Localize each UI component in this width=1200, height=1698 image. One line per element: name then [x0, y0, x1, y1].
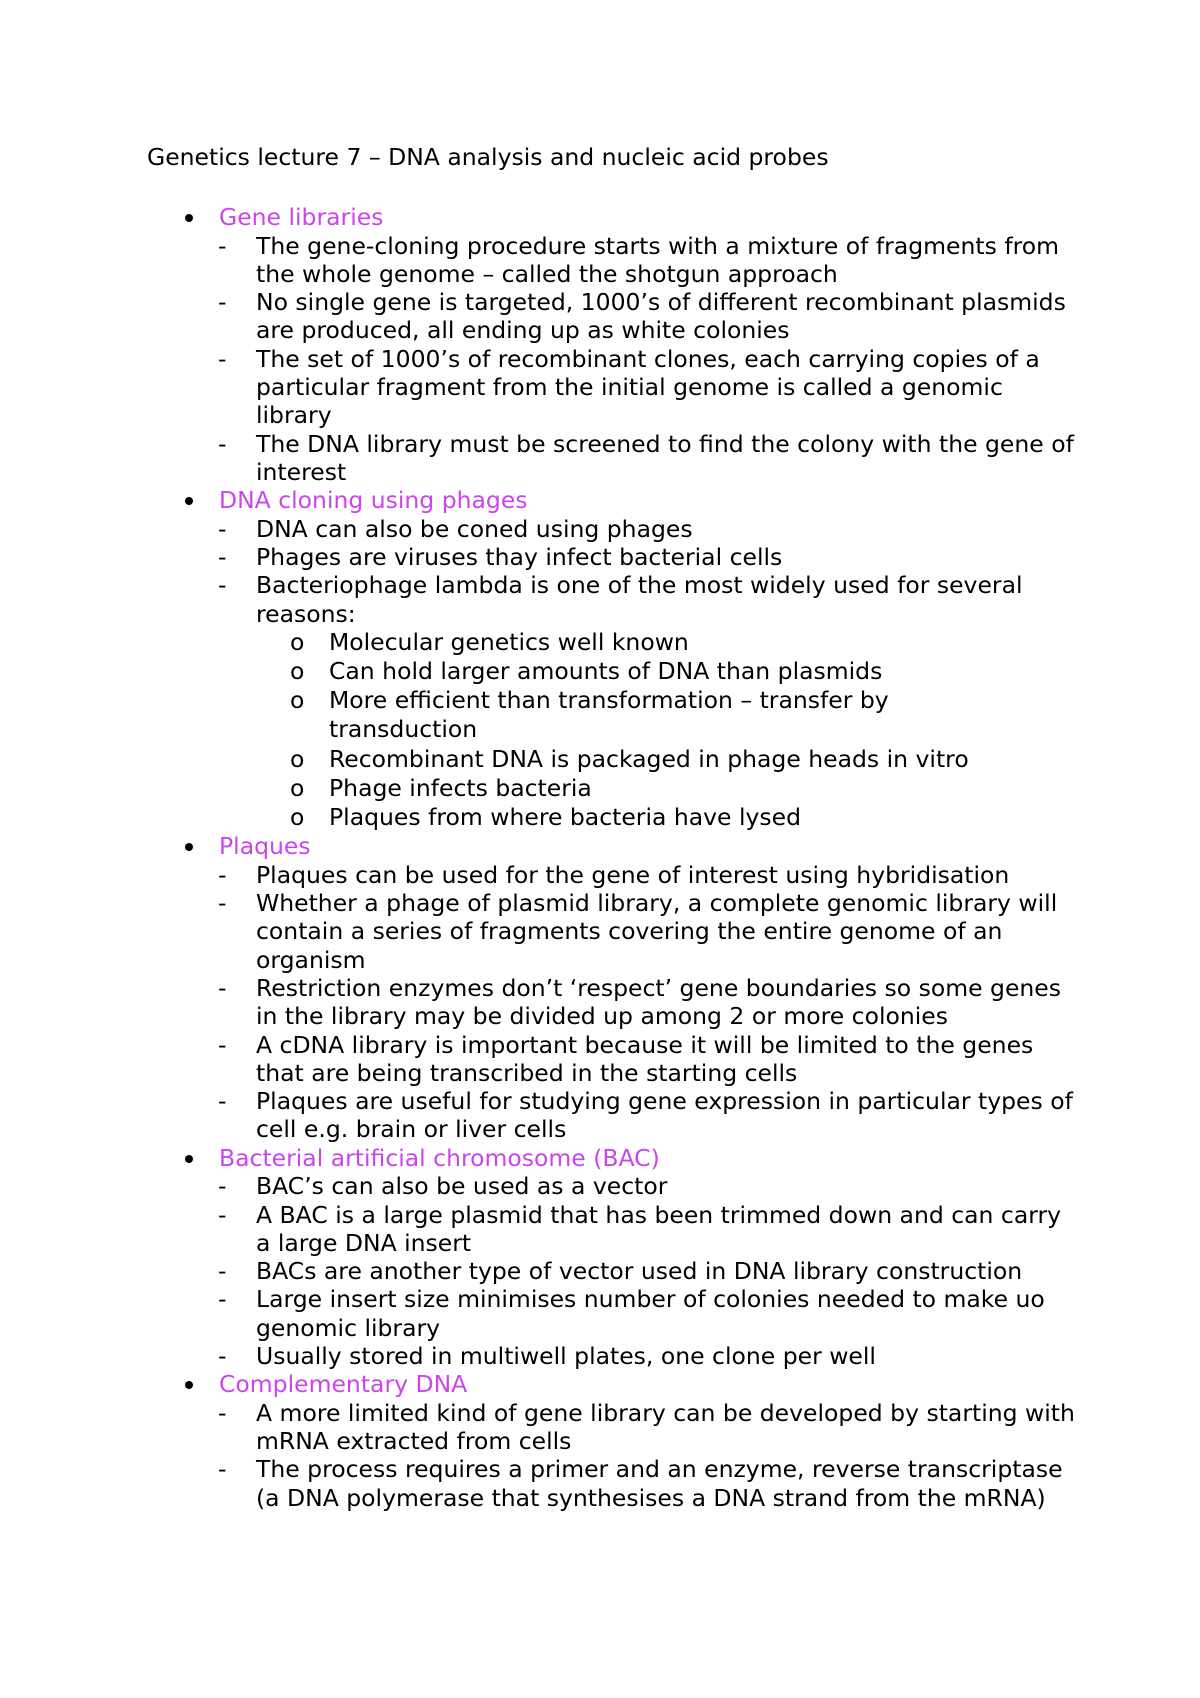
list-item-text: Plaques can be used for the gene of interest using hybridisation [256, 860, 1010, 889]
dash-bullet-icon: - [218, 1172, 227, 1201]
list-item-text: Plaques are useful for studying gene expression in particular types of cell e.g. brain or liver cells [256, 1087, 1073, 1144]
section-heading: DNA cloning using phages [219, 486, 528, 515]
section-heading-row [0, 203, 1200, 232]
list-item [0, 889, 1076, 974]
list-item [0, 543, 1076, 571]
list-item [0, 1257, 1076, 1285]
list-item-text: No single gene is targeted, 1000’s of different recombinant plasmids are produced, all ending up as white colonies [256, 288, 1066, 345]
bullet-dot-icon [185, 1155, 193, 1163]
sub-list [0, 628, 1200, 832]
dash-bullet-icon: - [218, 1398, 227, 1427]
sub-list-item-text: More efficient than transformation – transfer by transduction [329, 686, 889, 744]
sub-list-item [0, 628, 1029, 657]
dash-bullet-icon: - [218, 542, 227, 571]
section [0, 1144, 1200, 1371]
section-heading: Bacterial artificial chromosome (BAC) [219, 1143, 660, 1172]
dash-bullet-icon: - [218, 1087, 227, 1116]
list-item [0, 288, 1076, 345]
list-item [0, 345, 1076, 430]
dash-bullet-icon: - [218, 231, 227, 260]
section [0, 203, 1200, 486]
list-item-text: DNA can also be coned using phages [256, 514, 693, 543]
dash-bullet-icon: - [218, 1257, 227, 1286]
section-heading: Plaques [219, 832, 311, 861]
circle-bullet-icon: o [290, 803, 305, 832]
sub-list-item-text: Can hold larger amounts of DNA than plasmids [329, 657, 883, 686]
circle-bullet-icon: o [290, 744, 305, 773]
sub-list-item [0, 774, 1029, 803]
list-item-text: Restriction enzymes don’t ‘respect’ gene boundaries so some genes in the library may be divided up among 2 or more colonies [256, 973, 1062, 1031]
circle-bullet-icon: o [290, 627, 305, 656]
notes-content [0, 203, 1200, 1512]
bullet-dot-icon [185, 1381, 193, 1389]
dash-bullet-icon: - [218, 1342, 227, 1371]
sub-list-item-text: Plaques from where bacteria have lysed [329, 803, 802, 832]
list-item [0, 1342, 1076, 1370]
list-item [0, 1399, 1076, 1456]
section-heading-row [0, 1370, 1200, 1399]
circle-bullet-icon: o [290, 657, 305, 686]
section-heading-row [0, 832, 1200, 861]
section [0, 832, 1200, 1143]
list-item [0, 1455, 1076, 1512]
circle-bullet-icon: o [290, 773, 305, 802]
dash-bullet-icon: - [218, 1200, 227, 1229]
dash-bullet-icon: - [218, 1285, 227, 1314]
bullet-dot-icon [185, 497, 193, 505]
dash-bullet-icon: - [218, 973, 227, 1002]
dash-bullet-icon: - [218, 429, 227, 458]
sub-list-item [0, 745, 1029, 774]
list-item [0, 1285, 1076, 1342]
list-item [0, 232, 1076, 289]
list-item-text: A BAC is a large plasmid that has been trimmed down and can carry a large DNA insert [256, 1200, 1062, 1257]
list-item [0, 515, 1076, 543]
list-item [0, 1031, 1076, 1088]
list-item-text: Usually stored in multiwell plates, one clone per well [256, 1342, 876, 1371]
list-item-text: The DNA library must be screened to find the colony with the gene of interest [256, 429, 1074, 486]
list-item-text: BACs are another type of vector used in DNA library construction [256, 1257, 1023, 1286]
section-heading-row [0, 1144, 1200, 1173]
list-item [0, 1201, 1076, 1258]
bullet-dot-icon [185, 214, 193, 222]
sub-list-item [0, 686, 1029, 744]
list-item-text: Whether a phage of plasmid library, a complete genomic library will contain a series of fragments covering the entire genome of an organism [256, 889, 1058, 974]
list-item [0, 974, 1076, 1031]
list-item-text: The set of 1000’s of recombinant clones, each carrying copies of a particular fragment from the initial genome is called a genomic library [256, 344, 1040, 430]
section [0, 1370, 1200, 1512]
list-item-text: The gene-cloning procedure starts with a mixture of fragments from the whole genome – called the shotgun approach [256, 231, 1060, 288]
list-item-text: A more limited kind of gene library can be developed by starting with mRNA extracted from cells [256, 1398, 1075, 1456]
bullet-dot-icon [185, 843, 193, 851]
section-heading: Complementary DNA [219, 1370, 468, 1399]
list-item [0, 571, 1076, 628]
sub-list-item-text: Phage infects bacteria [329, 773, 592, 802]
section-heading-row [0, 486, 1200, 515]
sub-list-item [0, 803, 1029, 832]
list-item-text: BAC’s can also be used as a vector [256, 1172, 668, 1201]
list-item [0, 1172, 1076, 1200]
list-item-text: Phages are viruses thay infect bacterial cells [256, 542, 783, 571]
list-item-text: Large insert size minimises number of colonies needed to make uo genomic library [256, 1285, 1045, 1342]
dash-bullet-icon: - [218, 889, 227, 918]
list-item [0, 1087, 1076, 1144]
section [0, 486, 1200, 832]
sub-list-item [0, 657, 1029, 686]
dash-bullet-icon: - [218, 288, 227, 317]
list-item [0, 861, 1076, 889]
list-item-text: The process requires a primer and an enzyme, reverse transcriptase (a DNA polymerase that synthesises a DNA strand from the mRNA) [256, 1455, 1063, 1512]
sub-list-item-text: Molecular genetics well known [329, 627, 689, 656]
dash-bullet-icon: - [218, 1455, 227, 1484]
section-heading: Gene libraries [219, 203, 384, 231]
sub-list-item-text: Recombinant DNA is packaged in phage heads in vitro [329, 744, 969, 773]
list-item-text: A cDNA library is important because it will be limited to the genes that are being transcribed in the starting cells [256, 1030, 1034, 1087]
dash-bullet-icon: - [218, 1030, 227, 1059]
dash-bullet-icon: - [218, 514, 227, 543]
list-item [0, 430, 1076, 487]
dash-bullet-icon: - [218, 860, 227, 889]
document-title: Genetics lecture 7 – DNA analysis and nucleic acid probes [147, 143, 829, 171]
dash-bullet-icon: - [218, 571, 227, 600]
list-item-text: Bacteriophage lambda is one of the most widely used for several reasons: [256, 571, 1023, 628]
dash-bullet-icon: - [218, 344, 227, 373]
circle-bullet-icon: o [290, 686, 305, 715]
